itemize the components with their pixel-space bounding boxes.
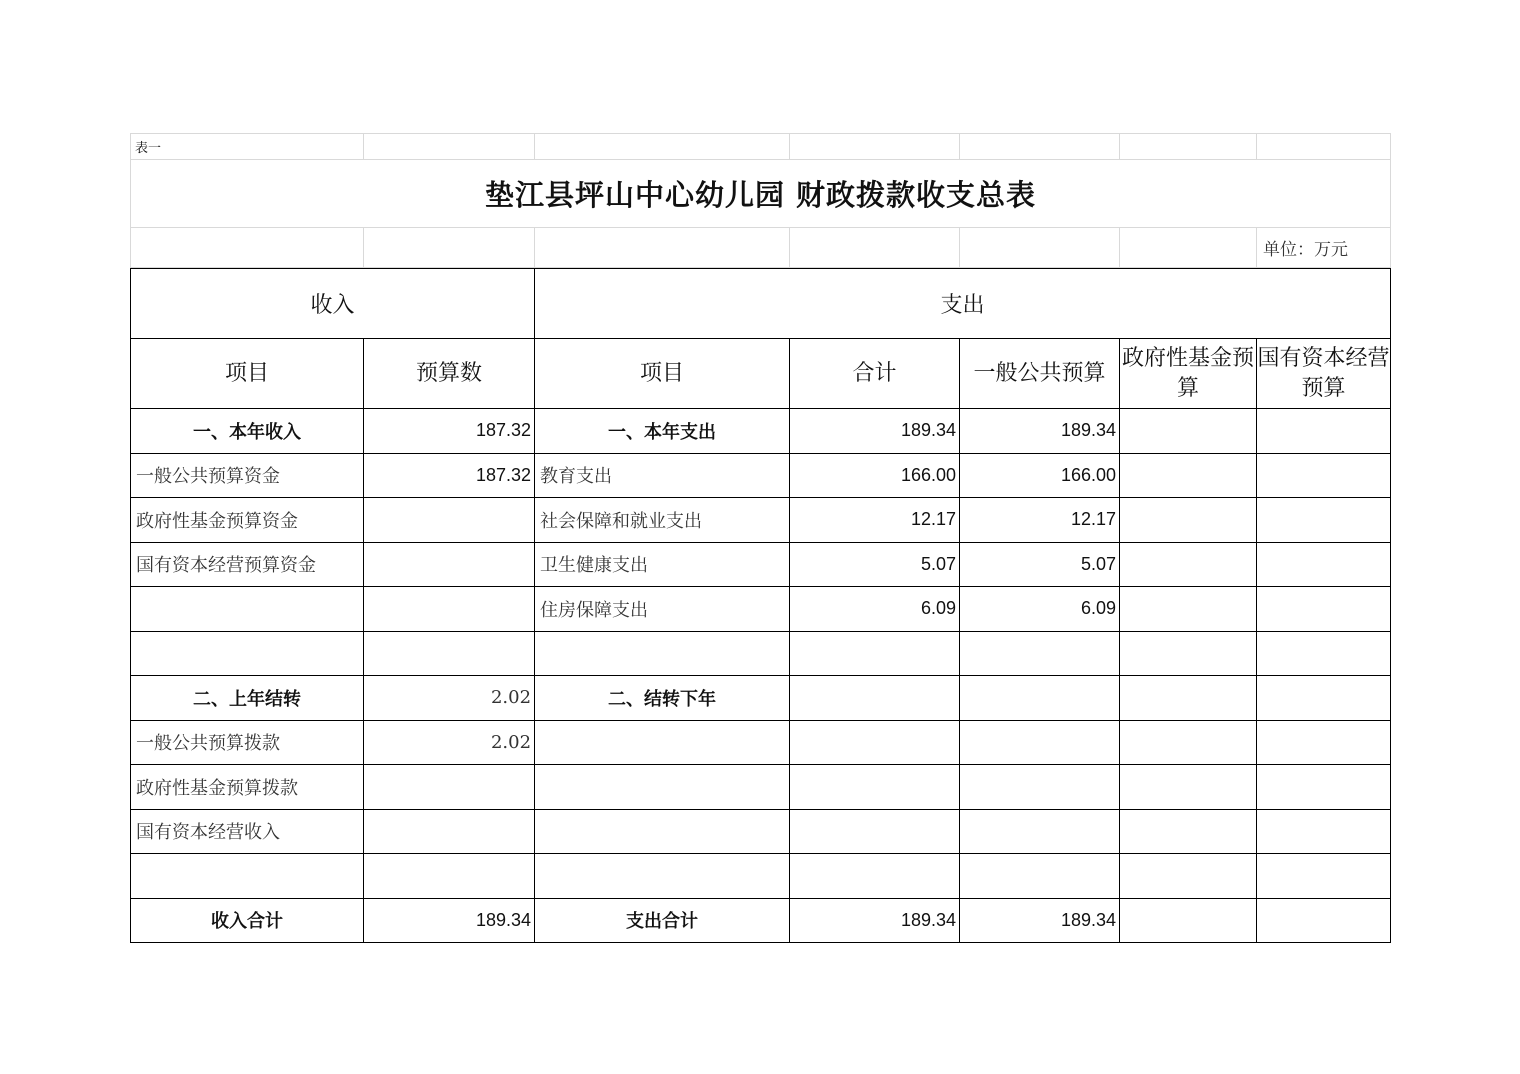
expense-item-cell: 教育支出 [535,453,790,498]
fund-budget-cell [1120,720,1257,765]
income-item-cell: 一般公共预算资金 [131,453,364,498]
fund-budget-cell [1120,409,1257,454]
column-header-general-budget: 一般公共预算 [960,339,1120,409]
total-cell: 166.00 [790,453,960,498]
total-cell [790,854,960,899]
expense-item-cell [535,765,790,810]
fund-budget-cell [1120,809,1257,854]
general-budget-cell: 189.34 [960,409,1120,454]
general-budget-cell: 6.09 [960,587,1120,632]
income-total-value: 189.34 [364,898,535,943]
budget-table [130,268,1391,943]
table-row [131,498,1391,543]
expense-item-cell: 住房保障支出 [535,587,790,632]
state-capital-budget-cell [1257,498,1391,543]
finance-summary-sheet [130,133,1390,943]
table-row [131,720,1391,765]
state-capital-budget-cell [1257,631,1391,676]
income-value-cell [364,542,535,587]
expense-total-label: 支出合计 [535,898,790,943]
income-item-cell: 一、本年收入 [131,409,364,454]
state-capital-budget-cell [1257,809,1391,854]
income-item-cell [131,854,364,899]
income-item-cell: 一般公共预算拨款 [131,720,364,765]
column-header-total: 合计 [790,339,960,409]
income-value-cell: 2.02 [364,676,535,721]
column-header-income-budget: 预算数 [364,339,535,409]
income-value-cell [364,809,535,854]
income-item-cell [131,631,364,676]
general-budget-cell: 12.17 [960,498,1120,543]
general-budget-cell [960,765,1120,810]
fund-budget-cell [1120,587,1257,632]
expense-section-header: 支出 [535,269,1391,339]
state-capital-budget-cell [1257,587,1391,632]
income-value-cell: 187.32 [364,409,535,454]
column-header-state-capital-budget: 国有资本经营预算 [1257,339,1391,409]
total-cell [790,631,960,676]
total-cell: 189.34 [790,409,960,454]
state-capital-budget-cell [1257,765,1391,810]
total-row [131,898,1391,943]
sheet-header-table [130,133,1391,268]
total-cell [790,720,960,765]
expense-item-cell [535,854,790,899]
fund-budget-cell [1120,453,1257,498]
income-total-label: 收入合计 [131,898,364,943]
income-value-cell [364,854,535,899]
income-value-cell [364,498,535,543]
expense-item-cell [535,809,790,854]
state-capital-budget-cell [1257,676,1391,721]
general-budget-cell [960,809,1120,854]
state-capital-budget-cell [1257,409,1391,454]
income-value-cell [364,631,535,676]
general-budget-cell [960,631,1120,676]
general-budget-cell [960,720,1120,765]
general-budget-total-value: 189.34 [960,898,1120,943]
sheet-label: 表一 [131,134,364,160]
total-cell: 12.17 [790,498,960,543]
unit-label: 单位：万元 [1257,228,1391,268]
total-cell: 6.09 [790,587,960,632]
income-section-header: 收入 [131,269,535,339]
table-row [131,587,1391,632]
state-capital-budget-cell [1257,542,1391,587]
total-cell [790,809,960,854]
table-row [131,453,1391,498]
table-row [131,765,1391,810]
income-value-cell: 187.32 [364,453,535,498]
income-value-cell: 2.02 [364,720,535,765]
table-row [131,809,1391,854]
income-item-cell: 政府性基金预算拨款 [131,765,364,810]
income-item-cell: 国有资本经营预算资金 [131,542,364,587]
expense-item-cell: 二、结转下年 [535,676,790,721]
expense-item-cell: 社会保障和就业支出 [535,498,790,543]
expense-item-cell: 卫生健康支出 [535,542,790,587]
total-cell [790,676,960,721]
income-item-cell: 政府性基金预算资金 [131,498,364,543]
page-title: 垫江县坪山中心幼儿园 财政拨款收支总表 [131,160,1391,228]
state-capital-budget-cell [1257,453,1391,498]
fund-budget-cell [1120,542,1257,587]
income-item-cell [131,587,364,632]
expense-item-cell: 一、本年支出 [535,409,790,454]
expense-item-cell [535,720,790,765]
table-row [131,409,1391,454]
column-header-fund-budget: 政府性基金预算 [1120,339,1257,409]
total-cell [790,765,960,810]
total-cell: 5.07 [790,542,960,587]
income-value-cell [364,765,535,810]
fund-budget-cell [1120,676,1257,721]
income-item-cell: 国有资本经营收入 [131,809,364,854]
fund-budget-cell [1120,631,1257,676]
column-header-income-item: 项目 [131,339,364,409]
fund-budget-cell [1120,898,1257,943]
column-header-expense-item: 项目 [535,339,790,409]
general-budget-cell [960,676,1120,721]
fund-budget-cell [1120,854,1257,899]
table-row [131,854,1391,899]
table-row [131,542,1391,587]
state-capital-budget-cell [1257,854,1391,899]
state-capital-budget-cell [1257,720,1391,765]
fund-budget-cell [1120,765,1257,810]
general-budget-cell [960,854,1120,899]
general-budget-cell: 166.00 [960,453,1120,498]
table-row [131,676,1391,721]
income-value-cell [364,587,535,632]
expense-total-value: 189.34 [790,898,960,943]
table-row [131,631,1391,676]
general-budget-cell: 5.07 [960,542,1120,587]
fund-budget-cell [1120,498,1257,543]
expense-item-cell [535,631,790,676]
state-capital-budget-cell [1257,898,1391,943]
income-item-cell: 二、上年结转 [131,676,364,721]
